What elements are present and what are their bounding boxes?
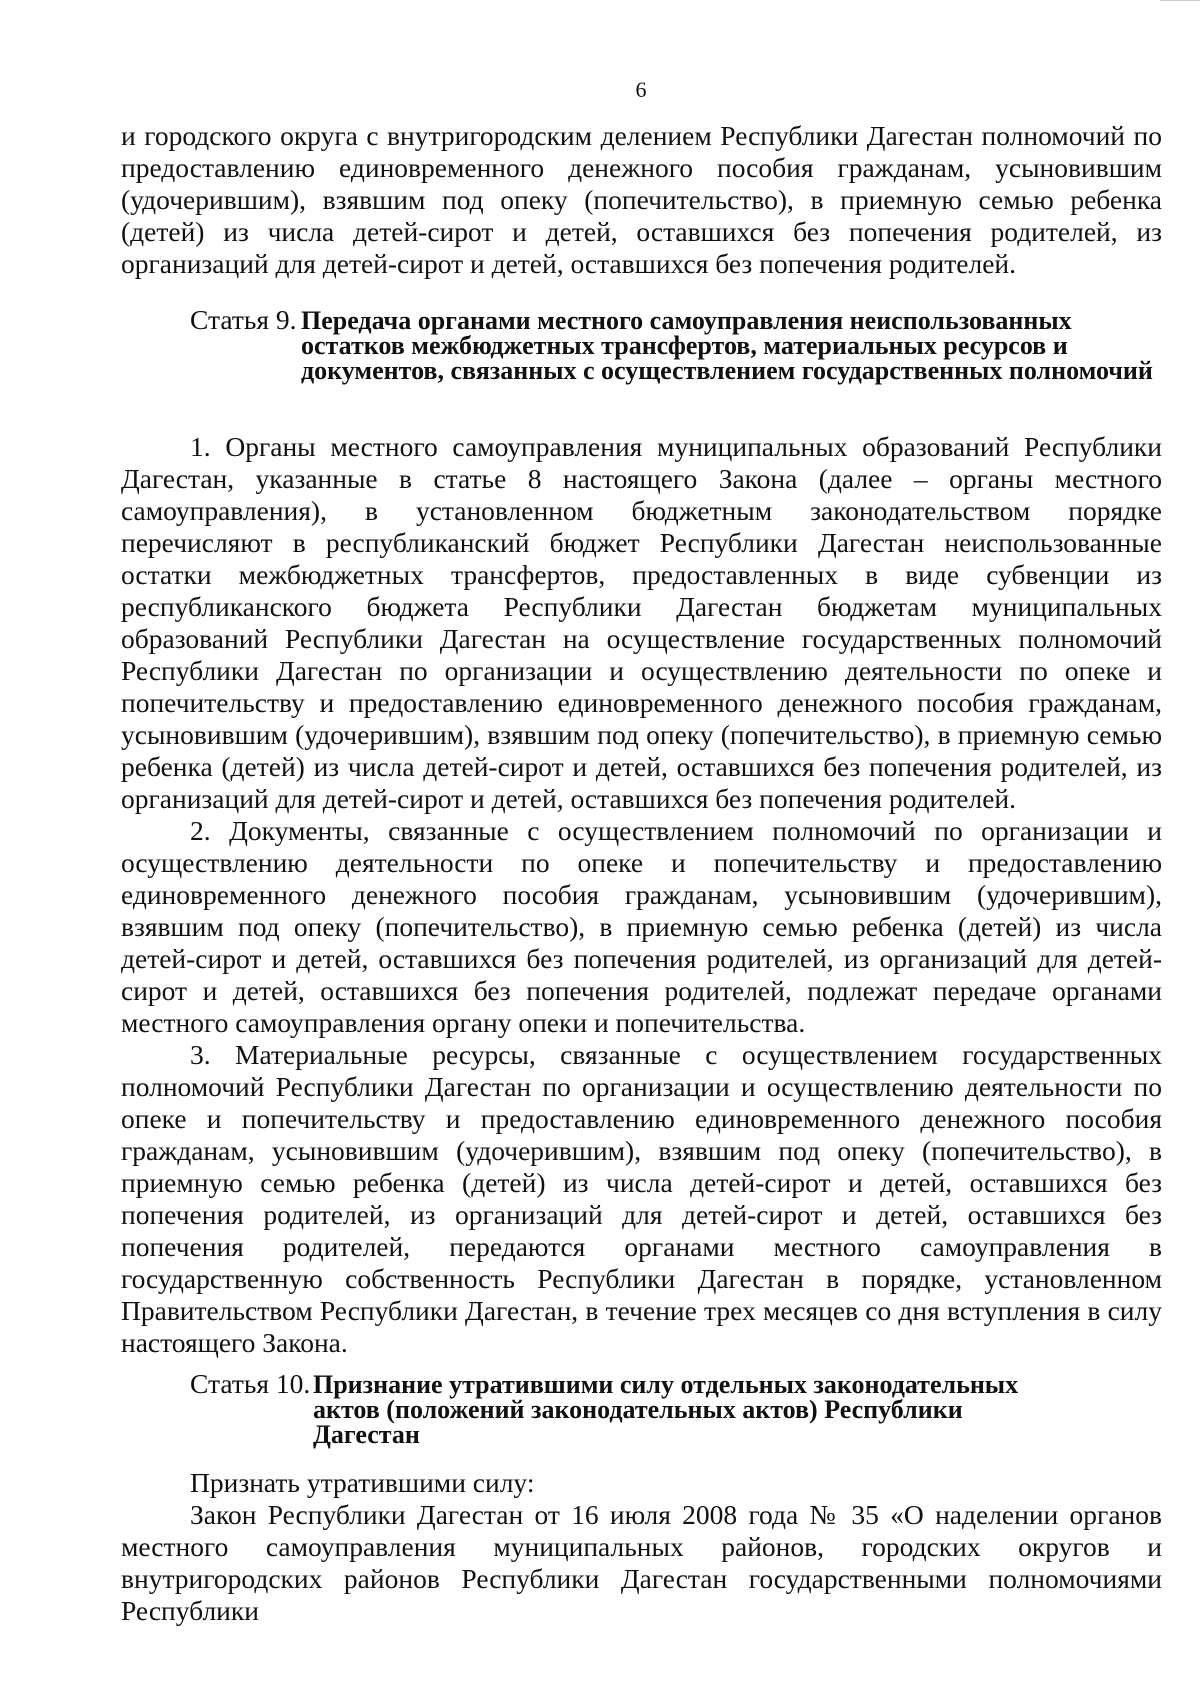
article-9-paragraph-1: 1. Органы местного самоуправления муниципальных образований Республики Дагестан, указанные в статье 8 настоящего Закона (далее – органы местного самоуправления), в установленном бюджетным законодательством порядке перечисляют в республиканский бюджет Республики Дагестан неиспользованные остатки межбюджетных трансфертов, предоставленных в виде субвенции из республиканского бюджета Республики Дагестан бюджетам муниципальных образований Республики Дагестан на осуществление государственных полномочий Республики Дагестан по организации и осуществлению деятельности по опеке и попечительству и предоставлению единовременного денежного пособия гражданам, усыновившим (удочерившим), взявшим под опеку (попечительство), в приемную семью ребенка (детей) из числа детей-сирот и детей, оставшихся без попечения родителей, из организаций для детей-сирот и детей, оставшихся без попечения родителей. [121,431,1162,814]
article-10-paragraph-2: Закон Республики Дагестан от 16 июля 2008 года № 35 «О наделении органов местного самоуправления муниципальных районов, городских округов и внутригородских районов Республики Дагестан государственными полномочиями Республики [121,1499,1162,1626]
intro-paragraph: и городского округа с внутригородским делением Республики Дагестан полномочий по предоставлению единовременного денежного пособия гражданам, усыновившим (удочерившим), взявшим под опеку (попечительство), в приемную семью ребенка (детей) из числа детей-сирот и детей, оставшихся без попечения родителей, из организаций для детей-сирот и детей, оставшихся без попечения родителей. [121,120,1162,279]
article-9-label: Статья 9. [190,304,297,335]
scan-edge-mark [1160,0,1200,1]
article-9-heading [190,304,1180,383]
page-number: 6 [635,77,647,102]
article-9-paragraph-2: 2. Документы, связанные с осуществлением полномочий по организации и осуществлению деятельности по опеке и попечительству и предоставлению единовременного денежного пособия гражданам, усыновившим (удочерившим), взявшим под опеку (попечительство), в приемную семью ребенка (детей) из числа детей-сирот и детей, оставшихся без попечения родителей, из организаций для детей-сирот и детей, оставшихся без попечения родителей, подлежат передаче органами местного самоуправления органу опеки и попечительства. [121,815,1162,1038]
intro-paragraph-block [121,120,1162,280]
article-10-body [121,1467,1162,1627]
article-10-title: Признание утратившими силу отдельных законодательных актов (положений законодательных актов) Республики Дагестан [313,1370,1019,1449]
article-10-paragraph-1: Признать утратившими силу: [190,1467,535,1498]
article-9-title: Передача органами местного самоуправления неиспользованных остатков межбюджетных трансфертов, материальных ресурсов и документов, связанных с осуществлением государственных полномочий [301,306,1153,385]
article-9-body [121,431,1162,1359]
article-9-paragraph-3: 3. Материальные ресурсы, связанные с осуществлением государственных полномочий Республики Дагестан по организации и осуществлению деятельности по опеке и попечительству и предоставлению единовременного денежного пособия гражданам, усыновившим (удочерившим), взявшим под опеку (попечительство), в приемную семью ребенка (детей) из числа детей-сирот и детей, оставшихся без попечения родителей, из организаций для детей-сирот и детей, оставшихся без попечения родителей, передаются органами местного самоуправления в государственную собственность Республики Дагестан в порядке, установленном Правительством Республики Дагестан, в течение трех месяцев со дня вступления в силу настоящего Закона. [121,1039,1162,1358]
article-10-heading [190,1368,1180,1447]
article-10-label: Статья 10. [190,1368,311,1399]
